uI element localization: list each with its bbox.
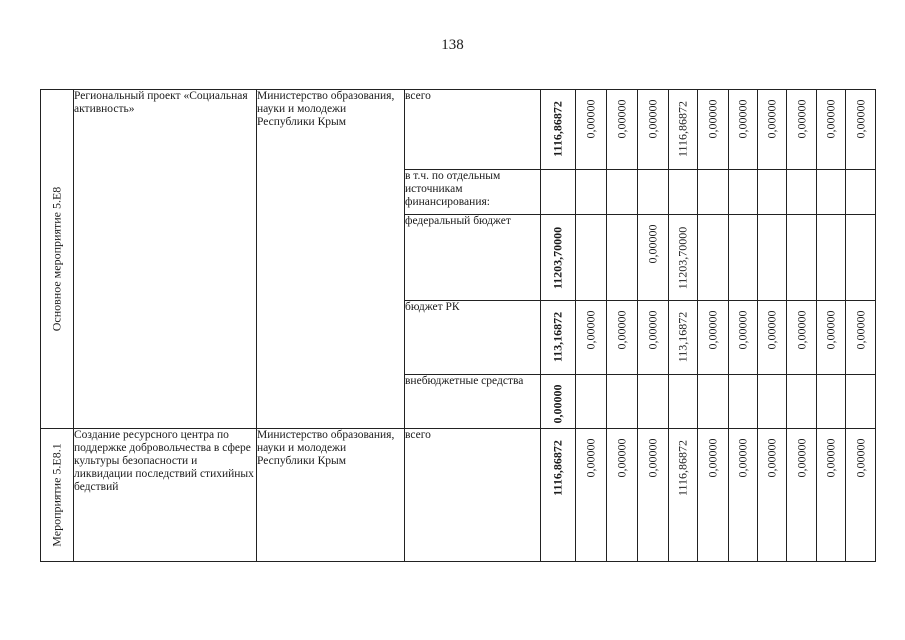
value-text: 0,00000 <box>853 99 867 138</box>
value-cell <box>846 429 876 562</box>
value-cell <box>607 90 638 170</box>
value-cell <box>846 375 876 429</box>
value-cell <box>607 301 638 375</box>
value-cell <box>817 90 846 170</box>
value-text: 0,00000 <box>614 310 629 349</box>
value-text: 1116,86872 <box>675 100 690 158</box>
value-cell <box>698 301 729 375</box>
value-text: 0,00000 <box>705 310 720 349</box>
value-cell <box>787 429 817 562</box>
value-cell <box>817 429 846 562</box>
value-text: 0,00000 <box>550 384 565 423</box>
value-cell <box>638 375 669 429</box>
funding-source-label: всего <box>405 90 541 170</box>
value-cell <box>698 375 729 429</box>
value-cell <box>541 170 576 215</box>
value-cell <box>576 301 607 375</box>
value-text: 0,00000 <box>614 438 629 477</box>
value-text: 0,00000 <box>735 99 750 138</box>
value-cell <box>787 215 817 301</box>
value-text: 0,00000 <box>823 99 838 138</box>
section-code: Основное мероприятие 5.Е8 <box>49 186 64 332</box>
value-text: 0,00000 <box>735 310 750 349</box>
value-text: 0,00000 <box>735 438 750 477</box>
value-cell <box>758 375 787 429</box>
value-cell <box>787 90 817 170</box>
value-cell <box>817 375 846 429</box>
value-cell <box>607 375 638 429</box>
funding-source-label: внебюджетные средства <box>405 375 541 429</box>
value-cell <box>758 215 787 301</box>
value-cell <box>817 301 846 375</box>
value-text: 0,00000 <box>794 310 808 349</box>
value-text: 0,00000 <box>853 310 867 349</box>
value-text: 1116,86872 <box>550 101 565 157</box>
value-cell <box>758 429 787 562</box>
value-cell <box>729 215 758 301</box>
value-cell <box>669 170 698 215</box>
section-code: Мероприятие 5.Е8.1 <box>49 443 64 547</box>
value-cell <box>787 301 817 375</box>
funding-source-label: федеральный бюджет <box>405 215 541 301</box>
value-cell <box>729 301 758 375</box>
value-cell <box>698 429 729 562</box>
value-cell <box>669 90 698 170</box>
value-cell <box>669 429 698 562</box>
value-text: 1116,86872 <box>675 439 690 497</box>
value-text: 0,00000 <box>764 438 779 477</box>
funding-source-label: всего <box>405 429 541 562</box>
value-cell <box>758 170 787 215</box>
table-row <box>41 429 876 562</box>
section-name: Создание ресурсного центра по поддержке добровольчества в сфере культуры безопасности и ликвидации последствий стихийных бедствий <box>74 429 257 562</box>
value-cell <box>669 375 698 429</box>
value-cell <box>607 170 638 215</box>
page-number: 138 <box>441 37 464 53</box>
value-text: 0,00000 <box>645 310 660 349</box>
value-cell <box>607 429 638 562</box>
section-name: Региональный проект «Социальная активность» <box>74 90 257 429</box>
value-cell <box>576 215 607 301</box>
value-cell <box>541 429 576 562</box>
value-text: 11203,70000 <box>550 226 565 289</box>
value-cell <box>638 301 669 375</box>
value-text: 113,16872 <box>550 311 565 362</box>
value-cell <box>698 215 729 301</box>
value-cell <box>846 170 876 215</box>
value-text: 0,00000 <box>645 224 660 263</box>
table-row <box>41 90 876 170</box>
value-cell <box>638 429 669 562</box>
value-text: 0,00000 <box>614 99 629 138</box>
value-text: 0,00000 <box>645 99 660 138</box>
value-text: 0,00000 <box>823 438 838 477</box>
value-cell <box>787 375 817 429</box>
value-text: 113,16872 <box>675 311 690 362</box>
value-text: 0,00000 <box>705 438 720 477</box>
value-cell <box>729 90 758 170</box>
value-cell <box>541 215 576 301</box>
value-text: 1116,86872 <box>550 440 565 496</box>
value-cell <box>638 170 669 215</box>
value-text: 11203,70000 <box>675 226 690 289</box>
value-cell <box>846 301 876 375</box>
value-cell <box>729 375 758 429</box>
value-cell <box>817 170 846 215</box>
value-text: 0,00000 <box>583 310 598 349</box>
value-cell <box>729 429 758 562</box>
value-cell <box>817 215 846 301</box>
value-text: 0,00000 <box>645 438 660 477</box>
value-text: 0,00000 <box>794 99 808 138</box>
value-text: 0,00000 <box>583 99 598 138</box>
section-executor: Министерство образования, науки и молодежи Республики Крым <box>257 90 405 429</box>
value-cell <box>698 90 729 170</box>
value-text: 0,00000 <box>794 438 808 477</box>
value-cell <box>729 170 758 215</box>
section-executor: Министерство образования, науки и молодежи Республики Крым <box>257 429 405 562</box>
value-cell <box>669 215 698 301</box>
section-code-cell <box>41 429 74 562</box>
value-cell <box>846 90 876 170</box>
value-cell <box>541 90 576 170</box>
value-cell <box>541 375 576 429</box>
value-cell <box>698 170 729 215</box>
value-text: 0,00000 <box>764 310 779 349</box>
value-cell <box>541 301 576 375</box>
value-cell <box>576 170 607 215</box>
funding-source-label: бюджет РК <box>405 301 541 375</box>
value-cell <box>669 301 698 375</box>
funding-source-label: в т.ч. по отдельным источникам финансирования: <box>405 170 541 215</box>
value-text: 0,00000 <box>764 99 779 138</box>
value-cell <box>576 90 607 170</box>
value-text: 0,00000 <box>705 99 720 138</box>
value-cell <box>576 375 607 429</box>
value-cell <box>758 301 787 375</box>
section-code-cell <box>41 90 74 429</box>
value-cell <box>846 215 876 301</box>
budget-table <box>40 89 876 562</box>
value-text: 0,00000 <box>583 438 598 477</box>
value-cell <box>787 170 817 215</box>
value-text: 0,00000 <box>823 310 838 349</box>
value-cell <box>576 429 607 562</box>
value-cell <box>638 215 669 301</box>
value-text: 0,00000 <box>853 438 867 477</box>
value-cell <box>638 90 669 170</box>
value-cell <box>607 215 638 301</box>
value-cell <box>758 90 787 170</box>
